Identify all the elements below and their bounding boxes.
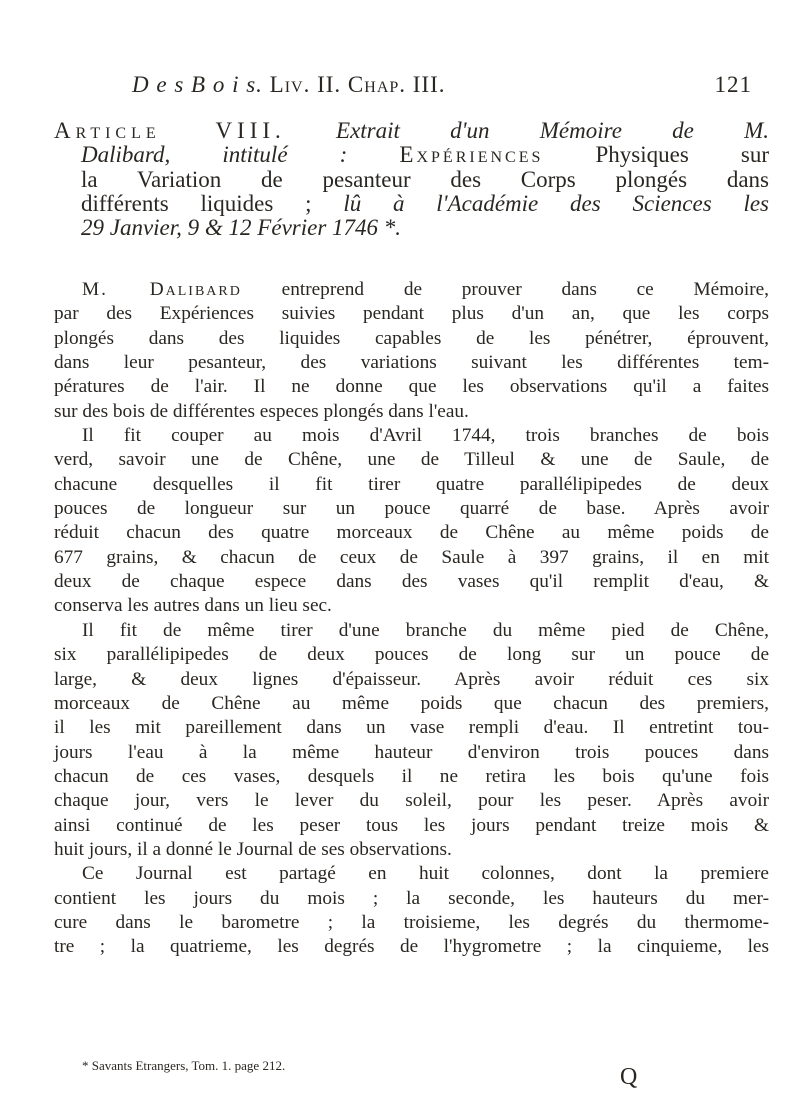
heading-line2: la Variation de pesanteur des Corps plongés dans (81, 166, 769, 192)
page-number: 121 (714, 72, 752, 97)
text-line: morceaux de Chêne au même poids que chacun des premiers, (54, 692, 769, 714)
text-line: dans leur pesanteur, des variations suivant les différentes tem- (54, 352, 769, 374)
heading-line3-italic: lû à l'Académie des Sciences les (343, 191, 770, 217)
article-heading (54, 112, 770, 241)
text-line: chaque jour, vers le lever du soleil, pour les peser. Après avoir (54, 790, 769, 812)
text-line: Il fit couper au mois d'Avril 1744, trois branches de bois (82, 425, 769, 447)
heading-dun: d'un (450, 118, 490, 143)
paragraph (54, 424, 769, 619)
heading-memoire: Mémoire de M. (539, 118, 769, 143)
heading-experiences: Expériences (399, 142, 544, 168)
paragraph (54, 619, 769, 862)
text-line: plongés dans des liquides capables de les pénétrer, éprouvent, (54, 327, 769, 349)
text-line: deux de chaque espece dans des vases qu'il remplit d'eau, & (54, 571, 769, 593)
article-number: Article VIII. (54, 118, 286, 143)
heading-extrait: Extrait (336, 118, 400, 143)
heading-intitule: , intitulé : (164, 142, 348, 168)
text-line: Il fit de même tirer d'une branche du même pied de Chêne, (82, 619, 769, 641)
text-line: réduit chacun des quatre morceaux de Chêne au même poids de (54, 522, 769, 544)
running-head-prefix: D e s (132, 72, 185, 97)
heading-line4: 29 Janvier, 9 & 12 Février 1746 *. (81, 215, 402, 241)
body-text (54, 278, 769, 960)
text-line: six parallélipipedes de deux pouces de long sur un pouce de (54, 644, 769, 666)
text-line: chacun de ces vases, desquels il ne retira les bois qu'une fois (54, 765, 769, 787)
text-line: cure dans le barometre ; la troisieme, les degrés du thermome- (54, 911, 769, 933)
text-line: contient les jours du mois ; la seconde, les hauteurs du mer- (54, 887, 769, 909)
text-line: Ce Journal est partagé en huit colonnes, dont la premiere (82, 863, 769, 885)
text-line: conserva les autres dans un lieu sec. (54, 595, 332, 617)
heading-line3-roman: différents liquides ; (81, 191, 312, 217)
text-line: sur des bois de différentes especes plongés dans l'eau. (54, 400, 469, 422)
text-line: huit jours, il a donné le Journal de ses observations. (54, 838, 452, 860)
running-head-section: Liv. II. Chap. III. (269, 72, 446, 97)
text-line: pératures de l'air. Il ne donne que les observations qu'il a faites (54, 376, 769, 398)
heading-author: Dalibard (81, 142, 165, 168)
text-line: chacune desquelles il fit tirer quatre parallélipipedes de deux (54, 473, 769, 495)
text-line: ainsi continué de les peser tous les jours pendant treize mois & (54, 814, 769, 836)
running-head (132, 72, 752, 106)
text-line: verd, savoir une de Chêne, une de Tilleul & une de Saule, de (54, 449, 769, 471)
text-line: il les mit pareillement dans un vase rempli d'eau. Il entretint tou- (54, 717, 769, 739)
text-line: entreprend de prouver dans ce Mémoire, (281, 279, 769, 300)
footnote: * Savants Etrangers, Tom. 1. page 212. (82, 1058, 286, 1073)
text-line: tre ; la quatrieme, les degrés de l'hygrometre ; la cinquieme, les (54, 936, 769, 958)
paragraph (54, 278, 769, 424)
text-line: par des Expériences suivies pendant plus d'un an, que les corps (54, 303, 769, 325)
text-line: jours l'eau à la même hauteur d'environ trois pouces dans (54, 741, 769, 763)
signature-mark: Q (620, 1064, 638, 1090)
author-lead: M. Dalibard (82, 279, 242, 300)
running-head-title: B o i s. (191, 72, 263, 97)
text-line: pouces de longueur sur un pouce quarré de base. Après avoir (54, 498, 769, 520)
paragraph (54, 862, 769, 959)
text-line: 677 grains, & chacun de ceux de Saule à 397 grains, il en mit (54, 546, 769, 568)
heading-line1-end: Physiques sur (595, 142, 770, 168)
text-line: large, & deux lignes d'épaisseur. Après avoir réduit ces six (54, 668, 769, 690)
